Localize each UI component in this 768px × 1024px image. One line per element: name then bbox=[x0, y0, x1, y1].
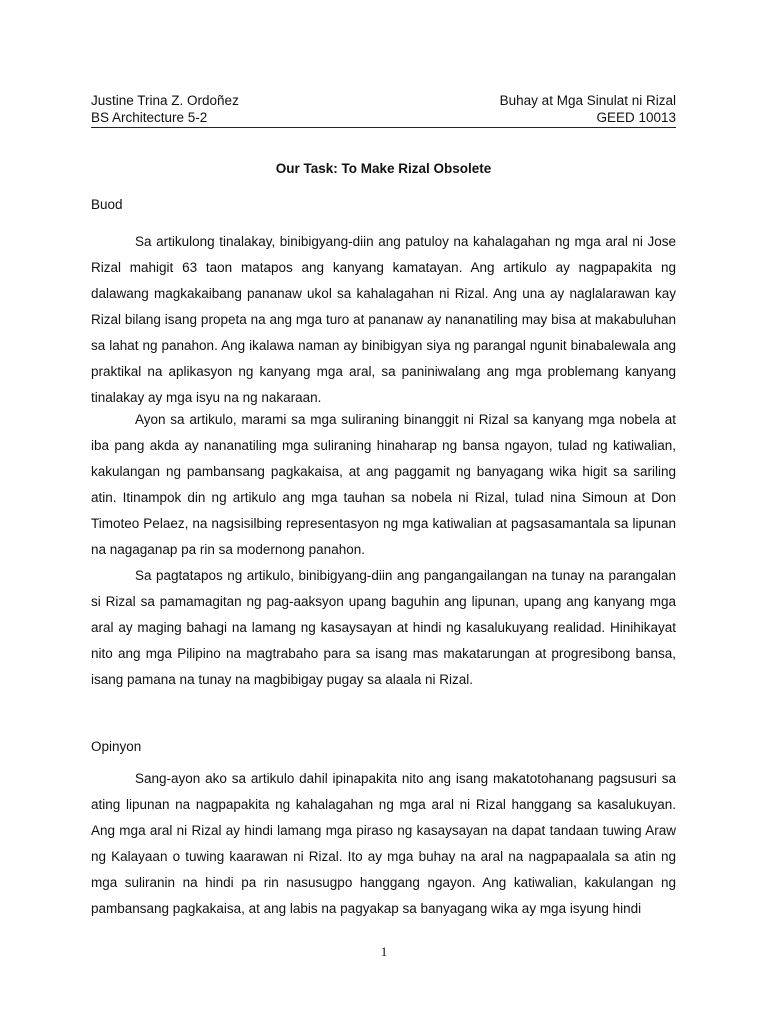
author-name: Justine Trina Z. Ordoñez bbox=[91, 93, 239, 108]
buod-paragraph-3: Sa pagtatapos ng artikulo, binibigyang-diin ang pangangailangan na tunay na parangalan si Rizal sa pamamagitan ng pag-aaksyon upang baguhin ang lipunan, upang ang kanyang mga aral ay maging bahagi na lamang ng kasaysayan at hindi ng kasalukuyang realidad. Hinihikayat nito ang mga Pilipino na magtrabaho para sa isang mas makatarungan at progresibong bansa, isang pamana na tunay na magbibigay pugay sa alaala ni Rizal. bbox=[91, 568, 676, 687]
opinyon-paragraph-1: Sang-ayon ako sa artikulo dahil ipinapakita nito ang isang makatotohanang pagsusuri sa ating lipunan na nagpapakita ng kahalagahan ng mga aral ni Rizal hanggang sa kasalukuyan. Ang mga aral ni Rizal ay hindi lamang mga piraso ng kasaysayan na dapat tandaan tuwing Araw ng Kalayaan o tuwing kaarawan ni Rizal. Ito ay mga buhay na aral na nagpapaalala sa atin ng mga suliranin na hindi pa rin nasusugpo hanggang ngayon. Ang katiwalian, kakulangan ng pambansang pagkakaisa, at ang labis na pagyakap sa banyagang wika ay mga isyung hindi bbox=[91, 771, 676, 916]
header-divider bbox=[91, 127, 676, 128]
buod-paragraph-2: Ayon sa artikulo, marami sa mga suliraning binanggit ni Rizal sa kanyang mga nobela at iba pang akda ay nananatiling mga suliraning hinaharap ng bansa ngayon, tulad ng katiwalian, kakulangan ng pambansang pagkakaisa, at ang paggamit ng banyagang wika higit sa sariling atin. Itinampok din ng artikulo ang mga tauhan sa nobela ni Rizal, tulad nina Simoun at Don Timoteo Pelaez, na nagsisilbing representasyon ng mga katiwalian at pagsasamantala sa lipunan na nagaganap pa rin sa modernong panahon. bbox=[91, 412, 676, 557]
section-heading-buod: Buod bbox=[91, 197, 123, 212]
document-title: Our Task: To Make Rizal Obsolete bbox=[275, 161, 492, 176]
section-name: BS Architecture 5-2 bbox=[91, 110, 208, 125]
course-title: Buhay at Mga Sinulat ni Rizal bbox=[499, 93, 676, 108]
section-heading-opinyon: Opinyon bbox=[91, 739, 142, 754]
course-code: GEED 10013 bbox=[596, 110, 676, 125]
page-header bbox=[91, 92, 676, 126]
page-number: 1 bbox=[380, 944, 388, 959]
buod-paragraph-1: Sa artikulong tinalakay, binibigyang-diin ang patuloy na kahalagahan ng mga aral ni Jose Rizal mahigit 63 taon matapos ang kanyang kamatayan. Ang artikulo ay nagpapakita ng dalawang magkakaibang pananaw ukol sa kahalagahan ni Rizal. Ang una ay naglalarawan kay Rizal bilang isang propeta na ang mga turo at pananaw ay nananatiling may bisa at makabuluhan sa lahat ng panahon. Ang ikalawa naman ay binibigyan siya ng parangal ngunit binabalewala ang praktikal na aplikasyon ng kanyang mga aral, sa paniniwalang ang mga problemang kanyang tinalakay ay mga isyu na ng nakaraan. bbox=[91, 234, 676, 405]
header-row-1 bbox=[91, 92, 676, 109]
header-row-2 bbox=[91, 109, 676, 126]
